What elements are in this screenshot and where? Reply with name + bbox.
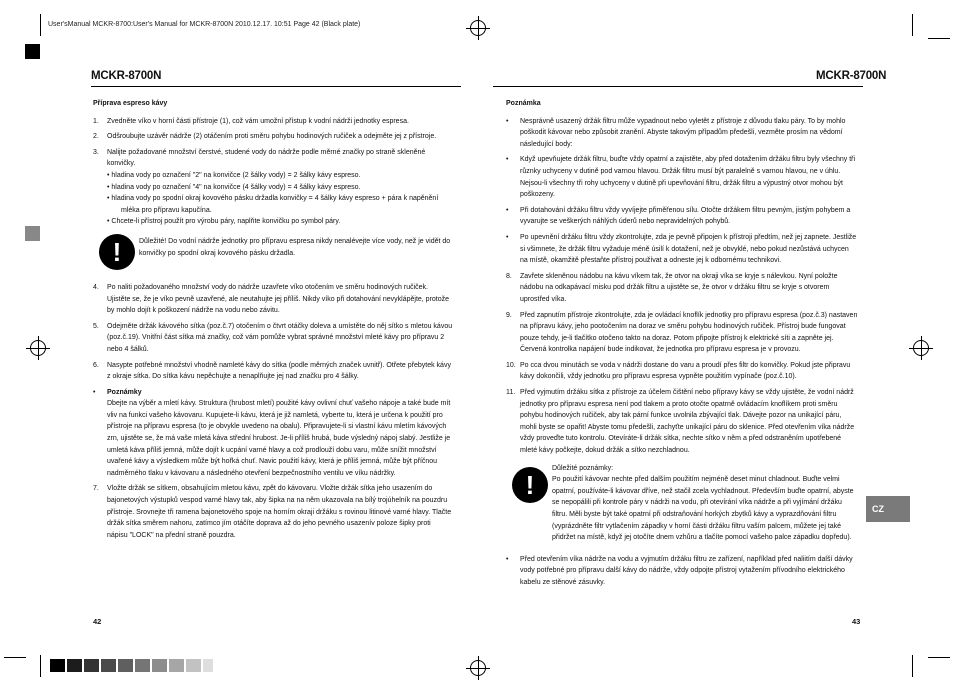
color-swatch [152,659,167,672]
right-column [506,98,858,593]
crop-mark [25,44,40,59]
sub-bullet: • hladina vody po označení "4" na konvičce (4 šálky vody) = 4 šálky kávy espreso. [107,183,361,191]
sub-bullet: • hladina vody po spodní okraj kovového pásku držadla konvičky = 4 šálky kávy espreso + pára k napěnění [107,195,439,203]
exclamation-icon: ! [99,234,135,270]
color-swatch [118,659,133,672]
warning-note [506,463,858,544]
header-rule-left [91,86,461,87]
color-swatch [135,659,150,672]
warning-text: Důležité! Do vodní nádrže jednotky pro přípravu espresa nikdy nenalévejte více vody, než je vidět do konvičky po spodní okraj kovového pásku držadla. [139,237,451,257]
registration-target-icon [30,340,46,356]
color-swatch [186,659,201,672]
warning-note [93,234,453,272]
list-item: 2. Odšroubujte uzávěr nádrže (2) otáčením proti směru pohybu hodinových ručiček a odejměte jej z přístroje. [93,133,437,141]
bullet-item: • Když upevňujete držák filtru, buďte vždy opatrní a zajistěte, aby před dotažením držáku filtru byly všechny tři různky uchyceny v dutině pod varnou hlavou. Držák filtru musí být paralelně s varnou hlavou, ne v úhlu. Nejsou-li všechny tři rohy uchyceny v dutině při upevňování filtru, držák filtru a výpustný otvor mohou být poškozeny. [506,156,856,199]
crop-mark [40,14,41,36]
color-swatch [50,659,65,672]
sub-bullet: • Chcete-li přístroj použít pro výrobu páry, naplňte konvičku po symbol páry. [107,218,341,226]
list-item: 8. Zavřete skleněnou nádobu na kávu víkem tak, že otvor na okraji víka se kryje s nálevkou. Nyní položte nádobu na odkapávací misku pod držák filtru a ujistěte se, že otvor v držáku filtru se kryje s otvorem uprostřed víka. [506,272,838,303]
crop-mark [40,655,41,677]
header-rule-right [493,86,863,87]
crop-mark [928,657,950,658]
section-heading: Poznámka [506,100,541,107]
list-item: 11. Před vyjmutím držáku sítka z přístroje za účelem čištění nebo přípravy kávy se vždy ujistěte, že vodní nádrž jednotky pro přípravu espresa není pod tlakem a proto otočte opatrně ovládacím knoflíkem proti směru pohybu hodinových ručiček, aby tak pární funkce uvolnila zbývající tlak. Dávejte pozor na unikající páru, mohli byste se opařit! Abyste tomu předešli, zachyťte unikající páru do sklenice. Před otevřením víka nádrže vždy proveďte tuto kontrolu. Otevíráte-li držák sítka, nechte sítko v něm a před odstraněním upotřebené mleté kávy počkejte, dokud držák a sítko nezchladnou. [506,389,855,455]
list-item: 4. Po naliti požadovaného množství vody do nádrže uzavřete víko otočením ve směru hodinových ručiček. Ujistěte se, že je víko pevně uzavřené, ale neutahujte jej příliš. Nikdy víko při dotahování nevyklápějte, protože by mohlo dojít k poškození nádrže na vodu nebo závitu. [93,283,450,315]
list-item: 7. Vložte držák se sítkem, obsahujícím mletou kávu, zpět do kávovaru. Vložte držák sítka jeho usazením do bajonetových výstupků vespod varné hlavy tak, aby šipka na na něm ukazovala na bílý trojúhelník na pouzdru přístroje. Srovnejte tři ramena bajonetového spoje na horním okraji držáku s rovinou litinové varné hlavy. Tlačte držák sítka směrem nahoru, zatímco jím otáčíte doprava až do jeho pevného usazenív poloze šipky proti nápisu "LOCK" na přední straně pouzdra. [93,485,452,539]
list-item: 3. Nalijte požadované množství čerstvé, studené vody do nádrže podle měrné značky po straně skleněné konvičky. [93,148,426,168]
list-item: 6. Nasypte potřebné množství vhodně namleté kávy do sítka (podle měrných značek uvnitř). Otřete přebytek kávy z okraje sítka. Do sítka kávu nepěchujte a nenaplňujte jej nad značku pro 4 šálky. [93,361,451,381]
color-swatch [84,659,99,672]
crop-mark [912,14,913,36]
bullet-item: • Při dotahování držáku filtru vždy vyvíjejte přiměřenou sílu. Otočte držákem filtru pevným, jistým pohybem a vyvarujte se veškerých náhlých úderů nebo nepravidelných pohybů. [506,206,851,226]
warning-text: Po použití kávovar nechte před dalším použitím nejméně deset minut chladnout. Buďte velmi opatrní, používáte-li kávovar dříve, než stačil zcela vychladnout. Především buďte opatrní, abyste se nepopálili při kontrole páry v nádrži na vodu, při otevírání víka nádrže a při vyjímání držáku filtru. Měli byste být také opatrní při odstraňování horkých zbytků kávy a vyprazdňování filtru (vyprázdněte filtr vytlačením západky v horní části držáku filtru vaším palcem, můžete jej také přidržet na místě, když jej otočíte dnem vzhůru a tlačíte pomocí vašeho palce západku dopředu). [552,476,854,542]
registration-target-icon [470,20,486,36]
warning-title: Důležité poznámky: [552,464,614,472]
sub-bullet-continued: mléka pro přípravu kapučína. [121,206,212,214]
list-item: 9. Před zapnutím přístroje zkontrolujte, zda je ovládací knoflík jednotky pro přípravu espresa (poz.č.3) nastaven na přípravu kávy, jeho pootočením na doraz ve směru pohybu hodinových ručiček. Přístroj bude fungovat pouze tehdy, je-li tlačítko otočeno takto na doraz. Potom připojte přístroj k elektrické síti a zapněte jej. Červená kontrolka napájení bude indikovat, že jednotka pro přípravu espresa je v provozu. [506,311,858,354]
bullet-item: • Po upevnění držáku filtru vždy zkontrolujte, zda je pevně připojen k přístroji předtím, než jej zapnete. Jestliže si všimnete, že držák filtru vyžaduje méně úsilí k dotažení, než je obvyklé, nebo pokud nezůstává uchycen na místě, okamžitě přestaňte přístroj používat a odneste jej k odbornému technikovi. [506,233,857,265]
crop-mark [928,38,950,39]
model-header-left: MCKR-8700N [91,70,162,82]
registration-target-icon [913,340,929,356]
color-swatch [169,659,184,672]
list-item: 10. Po cca dvou minutách se voda v nádrži dostane do varu a proudí přes filtr do konvičky. Pokud jste připravu kávy dokončili, vždy jednotku pro přípravu espresa vypněte použitím vypínače (poz.č.10). [506,361,851,381]
crop-mark [912,655,913,677]
list-item: 5. Odejměte držák kávového sítka (poz.č.7) otočením o čtvrt otáčky doleva a umístěte do něj sítko s mletou kávou (poz.č.19). Vnitřní část sítka má značky, což vám pomůže vybrat správné množství mleté kávy pro přípravu 2 nebo 4 šálků. [93,322,453,353]
bullet-item: • Před otevřením víka nádrže na vodu a vyjmutím držáku filtru ze zařízení, například před naliitím další dávky vody potřebné pro přípravu další kávy do nádrže, vždy odpojte přístroj vytažením přívodního elektrického kabelu ze stěnové zásuvky. [506,555,853,586]
language-tab-cz: CZ [866,496,910,522]
bullet-item: • Nesprávně usazený držák filtru může vypadnout nebo vyletět z přístroje z důvodu tlaku páry. To by mohlo poškodit kávovar nebo způsobit zranění. Abyste takovým případům předešli, vezměte prosím na vědomí následující body: [506,117,846,148]
page-number-left: 42 [93,617,102,626]
notes-text: Dbejte na výběr a mletí kávy. Struktura (hrubost mletí) použité kávy ovlivní chuť vašeho nápoje a také bude mít vliv na funkci vašeho kávovaru. Kupujete-li kávu, která je již namletá, vyberte tu, která je určena k použití pro přístroje na přípravu espresa (to je obvykle uvedeno na obalu). Připravujete-li si vlastní kávu mletím kávových zrn, ujistěte se, že má vaše mletá káva střední hrubost. Je-li příliš hrubá, bude výsledný nápoj slabý. Jestliže je umletá káva příliš jemná, může dojít k ucpání varné hlavy a což prodlouží dobu varu, může snížit množství uvařené kávy a výsledkem může být hořká chuť. Navic použití kávy, která je příliš jemná, může být příčnou nadměrného tlaku v kávovaru a následného otevření bezpečnostního ventilu ve víku nádržky. [107,400,451,477]
list-item: 1. Zvedněte víko v horní části přístroje (1), což vám umožní přístup k vodní nádrži jednotky espresa. [93,117,409,125]
sub-bullet: • hladina vody po označení "2" na konvičce (2 šálky vody) = 2 šálky kávy espreso. [107,171,361,179]
left-column [93,98,453,545]
exclamation-icon: ! [512,467,548,503]
gray-marker [25,226,40,241]
color-swatch [101,659,116,672]
color-swatch [67,659,82,672]
crop-mark [4,657,26,658]
model-header-right: MCKR-8700N [816,70,887,82]
notes-heading: • Poznámky [93,388,142,396]
section-heading: Příprava espreso kávy [93,100,168,107]
print-slug: User'sManual MCKR-8700:User's Manual for MCKR-8700N 2010.12.17. 10:51 Page 42 (Black plate) [48,21,361,28]
registration-target-icon [470,660,486,676]
page-number-right: 43 [852,617,861,626]
color-swatch [203,659,213,672]
